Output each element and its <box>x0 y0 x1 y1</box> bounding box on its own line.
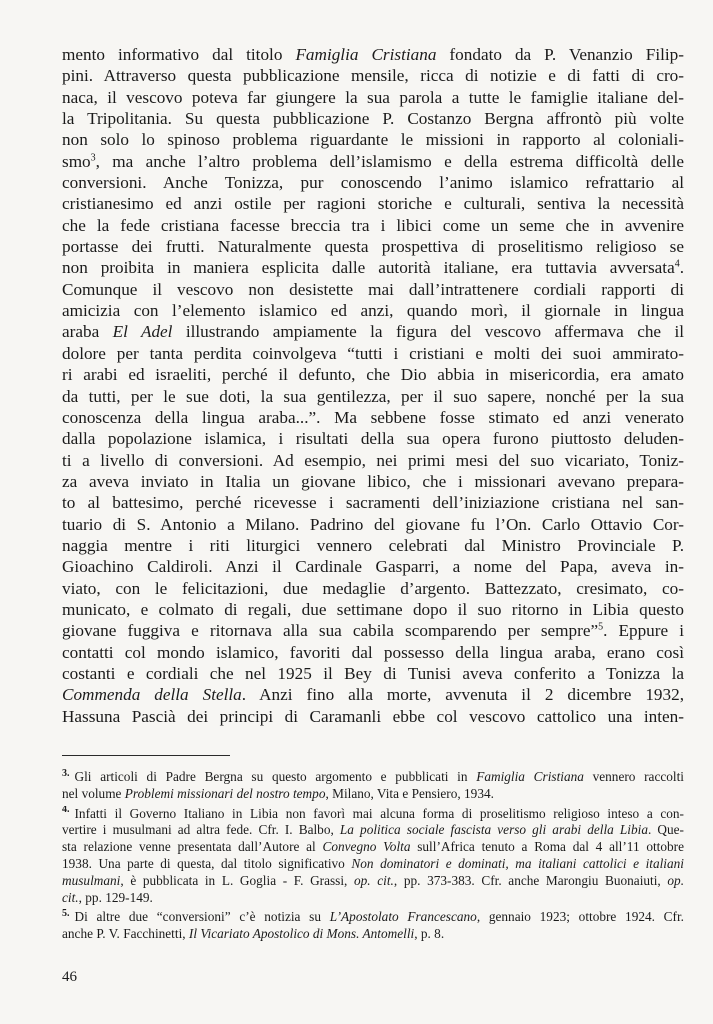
text-run: Gli articoli di Padre Bergna su questo argomento e pubblicati in <box>74 769 477 784</box>
text-line <box>62 215 684 236</box>
footnote-reference: 3 <box>90 151 96 163</box>
text-run: , pp. 373-383. Cfr. anche Marongiu Buonaiuti, <box>393 872 668 888</box>
text-run: , gennaio 1923; ottobre 1924. Cfr. <box>476 909 684 925</box>
text-run: dalla popolazione islamica, i risultati della sua opera furono piuttosto deluden- <box>62 429 684 449</box>
text-line <box>62 492 684 513</box>
footnote-number: 4. <box>62 805 70 816</box>
text-line <box>62 642 684 663</box>
text-line <box>62 300 684 321</box>
text-run: sull’Africa tenuto a Roma dal 4 all’11 ottobre <box>410 839 684 855</box>
text-line <box>62 578 684 599</box>
text-run: che la fede cristiana facesse breccia tra i libici come un seme che in avvenire <box>62 215 684 235</box>
text-run: , pp. 129-149. <box>78 889 153 905</box>
text-run: araba <box>62 322 113 342</box>
footnote-line <box>62 786 684 803</box>
text-run: conoscenza della lingua araba...”. Ma sebbene fosse stimato ed anzi venerato <box>62 407 684 427</box>
text-run: mento informativo dal titolo <box>62 45 296 64</box>
footnote-separator <box>62 755 230 756</box>
text-run: viato, con le felicitazioni, due medaglie d’argento. Battezzato, cresimato, co- <box>62 578 684 598</box>
footnote-line <box>62 769 684 786</box>
text-run: portasse dei frutti. Naturalmente questa prospettiva di proselitismo religioso se <box>62 237 684 257</box>
text-line <box>62 172 684 193</box>
italic-text: Famiglia Cristiana <box>476 769 584 784</box>
text-run: , p. 8. <box>414 926 445 942</box>
text-run: dolore per tanta perdita coinvolgeva “tutti i cristiani e molti dei suoi ammirato- <box>62 343 684 363</box>
footnote <box>62 769 684 803</box>
text-line <box>62 535 684 556</box>
text-run: pini. Attraverso questa pubblicazione mensile, ricca di notizie e di fatti di cro- <box>62 66 684 86</box>
italic-text: musulmani <box>62 872 121 888</box>
italic-text: Problemi missionari del nostro tempo <box>124 785 326 801</box>
page-number: 46 <box>62 969 77 985</box>
text-run: , ma anche l’altro problema dell’islamismo e della estrema difficoltà delle <box>95 151 684 171</box>
text-run: . Eppure i <box>603 621 684 641</box>
italic-text: Convegno Volta <box>322 839 411 855</box>
text-line <box>62 65 684 86</box>
text-line <box>62 407 684 428</box>
text-line <box>62 193 684 214</box>
italic-text: El Adel <box>112 322 173 342</box>
footnote-line <box>62 890 684 907</box>
footnote-number: 3. <box>62 769 70 779</box>
text-run: naca, il vescovo poteva far giungere la sua parola a tutte le famiglie italiane del- <box>62 87 684 107</box>
text-run: tuario di S. Antonio a Milano. Padrino del giovane fu l’On. Carlo Ottavio Cor- <box>62 514 684 534</box>
italic-text: cit. <box>62 889 79 905</box>
text-line <box>62 236 684 257</box>
text-run: smo <box>62 151 91 171</box>
footnote-line <box>62 856 684 873</box>
italic-text: Commenda della Stella <box>62 685 242 705</box>
text-run: la Tripolitania. Su questa pubblicazione P. Costanzo Bergna affrontò più volte <box>62 109 684 129</box>
italic-text: Famiglia Cristiana <box>295 45 437 64</box>
footnote-reference: 5 <box>598 621 604 633</box>
text-run: ti a livello di conversioni. Ad esempio, nei primi mesi del suo vicariato, Toniz- <box>62 450 684 470</box>
text-run: . Que- <box>647 822 684 838</box>
text-line <box>62 706 684 727</box>
body-text <box>62 44 684 727</box>
text-run: municato, e colmato di regali, due settimane dopo il suo ritorno in Libia questo <box>62 599 684 619</box>
text-line <box>62 257 684 278</box>
text-run: 1938. Una parte di questa, dal titolo significativo <box>62 855 352 871</box>
text-run: cristianesimo ed anzi ostile per ragioni storiche e culturali, sentiva la necessità <box>62 194 684 214</box>
text-run: ri arabi ed israeliti, perché il defunto, che Dio abbia in misericordia, era amato <box>62 365 684 385</box>
text-run: , è pubblicata in L. Goglia - F. Grassi, <box>120 872 354 888</box>
footnote-reference: 4 <box>674 258 680 270</box>
text-line <box>62 129 684 150</box>
text-run: giovane fuggiva e ritornava alla sua cabila scomparendo per sempre” <box>62 621 599 641</box>
text-run: Comunque il vescovo non desistette mai dall’intrattenere cordiali rapporti di <box>62 279 684 299</box>
italic-text: op. <box>667 872 684 888</box>
text-run: vennero raccolti <box>583 769 684 784</box>
italic-text: La politica sociale fascista verso gli arabi della Libia <box>339 822 648 838</box>
text-line <box>62 471 684 492</box>
footnote-line <box>62 909 684 926</box>
text-line <box>62 44 684 65</box>
footnotes <box>62 769 684 946</box>
text-line <box>62 514 684 535</box>
text-line <box>62 428 684 449</box>
footnote <box>62 909 684 943</box>
text-run: . <box>679 258 684 278</box>
text-run: da tutti, per le sue doti, la sua gentilezza, per il suo sapere, nonché per la sua <box>62 386 684 406</box>
text-run: . Anzi fino alla morte, avvenuta il 2 dicembre 1932, <box>241 685 684 705</box>
footnote-number: 5. <box>62 909 70 919</box>
text-run: za aveva inviato in Italia un giovane libico, che i missionari avevano prepara- <box>62 471 684 491</box>
text-run: illustrando ampiamente la figura del vescovo affermava che il <box>172 322 684 342</box>
text-run: Hassuna Pascià dei principi di Caramanli ebbe col vescovo cattolico una inten- <box>62 706 684 726</box>
text-run: anche P. V. Facchinetti, <box>62 926 189 942</box>
text-run: conversioni. Anche Tonizza, pur conoscendo l’animo islamico refrattario al <box>62 173 684 193</box>
text-run: nel volume <box>62 785 125 801</box>
text-line <box>62 321 684 342</box>
text-line <box>62 87 684 108</box>
text-line <box>62 684 684 705</box>
italic-text: op. cit. <box>354 872 394 888</box>
text-run: , Milano, Vita e Pensiero, 1934. <box>325 785 494 801</box>
footnote-line <box>62 926 684 943</box>
text-run: fondato da P. Venanzio Filip- <box>436 45 684 64</box>
text-run: Infatti il Governo Italiano in Libia non favorì mai alcuna forma di proselitismo religioso inteso a con- <box>74 805 684 821</box>
text-line <box>62 364 684 385</box>
text-run: vertire i musulmani ad altra fede. Cfr. I. Balbo, <box>62 822 340 838</box>
text-line <box>62 620 684 641</box>
footnote-line <box>62 839 684 856</box>
text-run: amicizia con l’elemento islamico ed anzi, quando morì, il giornale in lingua <box>62 301 684 321</box>
text-run: naggia mentre i riti liturgici vennero celebrati dal Ministro Provinciale P. <box>62 535 684 555</box>
text-run: costanti e cordiali che nel 1925 il Bey di Tunisi aveva conferito a Tonizza la <box>62 663 684 683</box>
italic-text: Non dominatori e dominati, ma italiani cattolici e italiani <box>351 855 684 871</box>
footnote <box>62 806 684 907</box>
text-line <box>62 279 684 300</box>
footnote-line <box>62 806 684 823</box>
text-line <box>62 556 684 577</box>
text-line <box>62 151 684 172</box>
footnote-line <box>62 822 684 839</box>
text-line <box>62 450 684 471</box>
text-line <box>62 599 684 620</box>
text-line <box>62 108 684 129</box>
text-run: contatti col mondo islamico, favoriti dal possesso della lingua araba, erano così <box>62 642 684 662</box>
italic-text: L’Apostolato Francescano <box>329 909 477 925</box>
footnote-line <box>62 873 684 890</box>
italic-text: Il Vicariato Apostolico di Mons. Antomelli <box>188 926 415 942</box>
text-run: non proibita in maniera esplicita dalle autorità italiane, era tuttavia avversata <box>62 258 675 278</box>
text-run: sta relazione venne presentata dall’Autore al <box>62 839 323 855</box>
text-run: to al battesimo, perché ricevesse i sacramenti dell’iniziazione cristiana nel san- <box>62 493 684 513</box>
text-line <box>62 343 684 364</box>
text-run: Di altre due “conversioni” c’è notizia su <box>74 909 330 925</box>
text-run: non solo lo spinoso problema riguardante le missioni in rapporto al coloniali- <box>62 130 684 150</box>
text-line <box>62 386 684 407</box>
text-run: Gioachino Caldiroli. Anzi il Cardinale Gasparri, a nome del Papa, aveva in- <box>62 557 684 577</box>
text-line <box>62 663 684 684</box>
